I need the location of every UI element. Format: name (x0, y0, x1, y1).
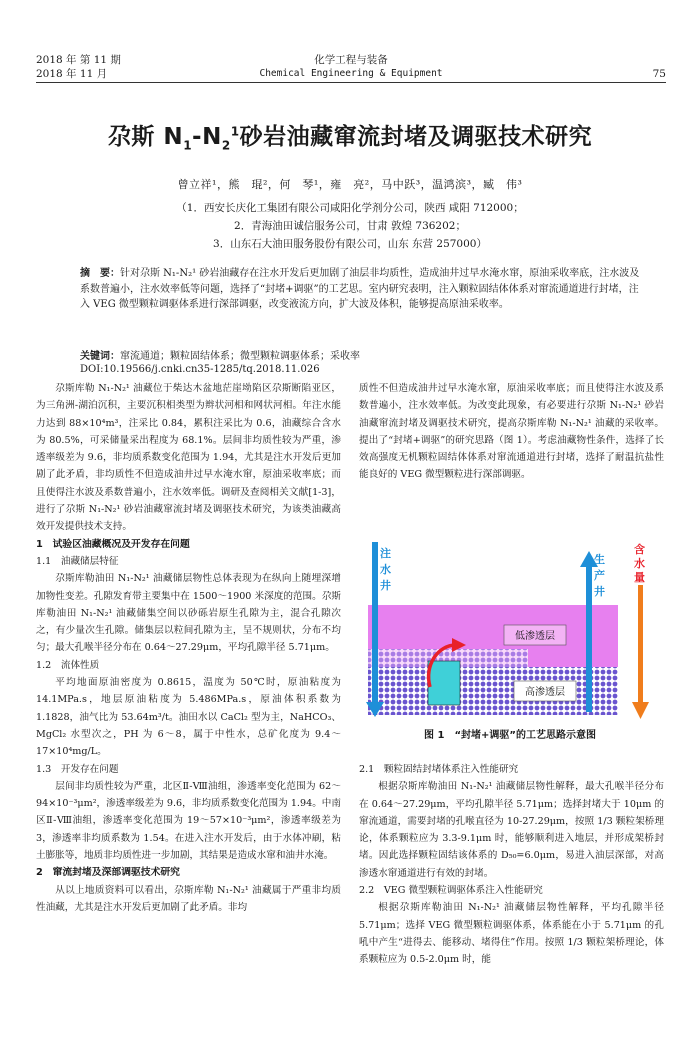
paper-title: 尕斯 $N_1-N_2^1$砂岩油藏窜流封堵及调驱技术研究 (107, 124, 593, 153)
section-1-3-heading: 1.3 开发存在问题 (36, 763, 119, 775)
affiliation-1: （1．西安长庆化工集团有限公司咸阳化学剂分公司，陕西 咸阳 712000； (176, 202, 524, 214)
journal-name-cn: 化学工程与装备 (314, 54, 388, 66)
paragraph-2: 从以上地质资料可以看出，尕斯库勒 N₁-N₂¹ 油藏属于严重非均质性油藏，尤其是注水开发后更加剧了此矛盾。非均 (36, 884, 341, 913)
production-well-label-1: 生 (594, 553, 605, 566)
date-label: 2018 年 11 月 (36, 68, 108, 80)
injection-well-label-3: 井 (380, 579, 391, 592)
section-2-heading: 2 窜流封堵及深部调驱技术研究 (36, 867, 180, 879)
injection-well-label-1: 注 (380, 547, 391, 560)
left-column (36, 380, 341, 916)
section-1-heading: 1 试验区油藏概况及开发存在问题 (36, 538, 190, 550)
right-column-bottom (359, 761, 664, 969)
water-cut-label-1: 含 (634, 543, 645, 556)
running-header (36, 53, 666, 83)
process-diagram (360, 537, 660, 727)
production-well-label-3: 井 (594, 585, 605, 598)
journal-name-en: Chemical Engineering & Equipment (259, 68, 443, 79)
affiliation-2: 2．青海油田诚信服务公司，甘肃 敦煌 736202； (234, 220, 466, 232)
paragraph-2-continued: 质性不但造成油井过早水淹水窜，原油采收率底；而且使得注水波及系数普遍小，注水效率低。为改变此现象，有必要进行尕斯 N₁-N₂¹ 砂岩油藏窜流封堵及调驱技术研究，提高尕斯库勒 N₁-N₂¹ 油藏的采收率。提出了“封堵+调驱”的研究思路（图 1）。考虑油藏物性条件，选择了长效高强度无机颗粒固结体体系对窜流通道进行封堵，选择了耐温抗盐性能良好的 VEG 微型颗粒进行深部调驱。 (359, 383, 664, 481)
page-number: 75 (652, 68, 666, 80)
issue-label: 2018 年 第 11 期 (36, 54, 121, 66)
paragraph-2-1: 根据尕斯库勒油田 N₁-N₂¹ 油藏储层物性解释，最大孔喉半径分布在 0.64～27.29μm，平均孔隙半径 5.71μm；选择封堵大于 10μm 的窜流通道，需要封堵的孔喉直径为 10-27.29μm，按照 1/3 颗粒架桥理论，体系颗粒应为 3.3-9.1μm 时，能够顺利进入地层，并形成架桥封堵。因此选择颗粒固结该体系的 D₅₀=6.0μm，易进入油层深部，对高渗透水窜通道进行有效的封堵。 (359, 781, 664, 879)
abstract: 摘 要：针对尕斯 N₁-N₂¹ 砂岩油藏存在注水开发后更加剧了油层非均质性，造成油井过早水淹水窜，原油采收率底，注水波及系数普遍小，注水效率低等问题，选择了“封堵+调驱”的工艺思。室内研究表明，注入颗粒固结体体系对窜流通道进行封堵，注入 VEG 微型颗粒调驱体系进行深部调驱，改变液流方向，扩大波及体积，能够提高原油采收率。 (80, 268, 640, 310)
paragraph-2-2: 根据尕斯库勒油田 N₁-N₂¹ 油藏储层物性解释，平均孔隙半径 5.71μm；选择 VEG 微型颗粒调驱体系，体系能在小于 5.71μm 的孔吼中产生“进得去、能移动、堵得住”作用。按照 1/3 颗粒架桥理论，体系颗粒应为 0.5-2.0μm 时，能 (359, 902, 664, 966)
paragraph-1-1: 尕斯库勒油田 N₁-N₂¹ 油藏储层物性总体表现为在纵向上随埋深增加物性变差。孔隙发育带主要集中在 1500～1900 米深度的范围。尕斯库勒油田 N₁-N₂¹ 油藏储集空间以砂砾岩原生孔隙为主，混合孔隙次之，有少量次生孔隙。储集层以粒间孔隙为主，呈不规则状，分布不均匀；最大孔喉半径分布在 0.64～27.29μm，平均孔隙半径 5.71μm。 (36, 573, 341, 654)
plug-block (428, 661, 460, 705)
figure-1 (360, 537, 660, 737)
author-list: 曾立祥¹，熊 琨²，何 琴¹，雍 亮²，马中跃³，温鸿滨³，臧 伟³ (177, 178, 523, 191)
section-2-1-heading: 2.1 颗粒固结封堵体系注入性能研究 (359, 764, 519, 775)
intro-paragraph: 尕斯库勒 N₁-N₂¹ 油藏位于柴达木盆地茫崖坳陷区尕斯断陷亚区，为三角洲-湖泊沉积，主要沉积相类型为辫状河相和网状河相。年注水能力达到 88×10⁴m³，注采比 0.84，累积注采比为 0.6，油藏综合含水为 80.5%，可采储量采出程度为 68.1%。层间非均质性较为严重，渗透率级差为 9.6，非均质系数变化范围为 1.94，尤其是注水开发后更加剧了此矛盾，非均质性不但造成油井过早水淹水窜，原油采收率底；而且使得注水波及系数普遍小，注水效率低。调研及查阅相关文献[1-3]，进行了尕斯 N₁-N₂¹ 砂岩油藏窜流封堵及调驱技术研究，为该类油藏高效开发提供技术支持。 (36, 383, 341, 533)
water-cut-label-2: 水 (634, 557, 645, 570)
production-well-label-2: 产 (594, 569, 605, 582)
section-1-1-heading: 1.1 油藏储层特征 (36, 555, 119, 567)
section-2-2-heading: 2.2 VEG 微型颗粒调驱体系注入性能研究 (359, 885, 543, 897)
high-permeability-label: 高渗透层 (525, 687, 565, 698)
injection-well (372, 542, 378, 712)
high-permeability-layer (368, 667, 618, 715)
figure-1-caption: 图 1 “封堵+调驱”的工艺思路示意图 (424, 730, 596, 741)
right-column-top (359, 380, 664, 484)
production-well (586, 559, 592, 712)
low-permeability-label: 低渗透层 (515, 631, 555, 642)
water-cut-label-3: 量 (634, 571, 645, 584)
affiliation-3: 3．山东石大油田服务股份有限公司，山东 东营 257000） (213, 238, 487, 250)
paragraph-1-3: 层间非均质性较为严重，北区Ⅱ-Ⅷ油组，渗透率变化范围为 62～94×10⁻³μm²，渗透率级差为 9.6，非均质系数变化范围为 1.94。中南区Ⅱ-Ⅷ油组，渗透率变化范围为 19～57×10⁻³μm²，渗透率级差为 3，渗透率非均质系数为 1.54。在进入注水开发后，由于水体冲刷，粘土膨胀等，地质非均质性进一步加剧，其结果是造成水窜和油井水淹。 (36, 780, 341, 862)
paragraph-1-2: 平均地面原油密度为 0.8615，温度为 50℃时，原油粘度为 14.1MPa.s，地层原油粘度为 5.486MPa.s，原油体积系数为 1.1828，油气比为 53.64m³/t。油田水以 CaCl₂ 型为主，NaHCO₃、MgCl₂ 水型次之，PH 为 6～8，属于中性水，总矿化度为 9.4～17×10⁴mg/L。 (36, 677, 341, 758)
doi: DOI:10.19566/j.cnki.cn35-1285/tq.2018.11.026 (80, 364, 320, 375)
section-1-2-heading: 1.2 流体性质 (36, 659, 100, 671)
keywords: 关键词：窜流通道；颗粒固结体系；微型颗粒调驱体系；采收率 (80, 351, 360, 362)
injection-well-label-2: 水 (380, 563, 391, 576)
water-cut-arrow (638, 585, 643, 705)
